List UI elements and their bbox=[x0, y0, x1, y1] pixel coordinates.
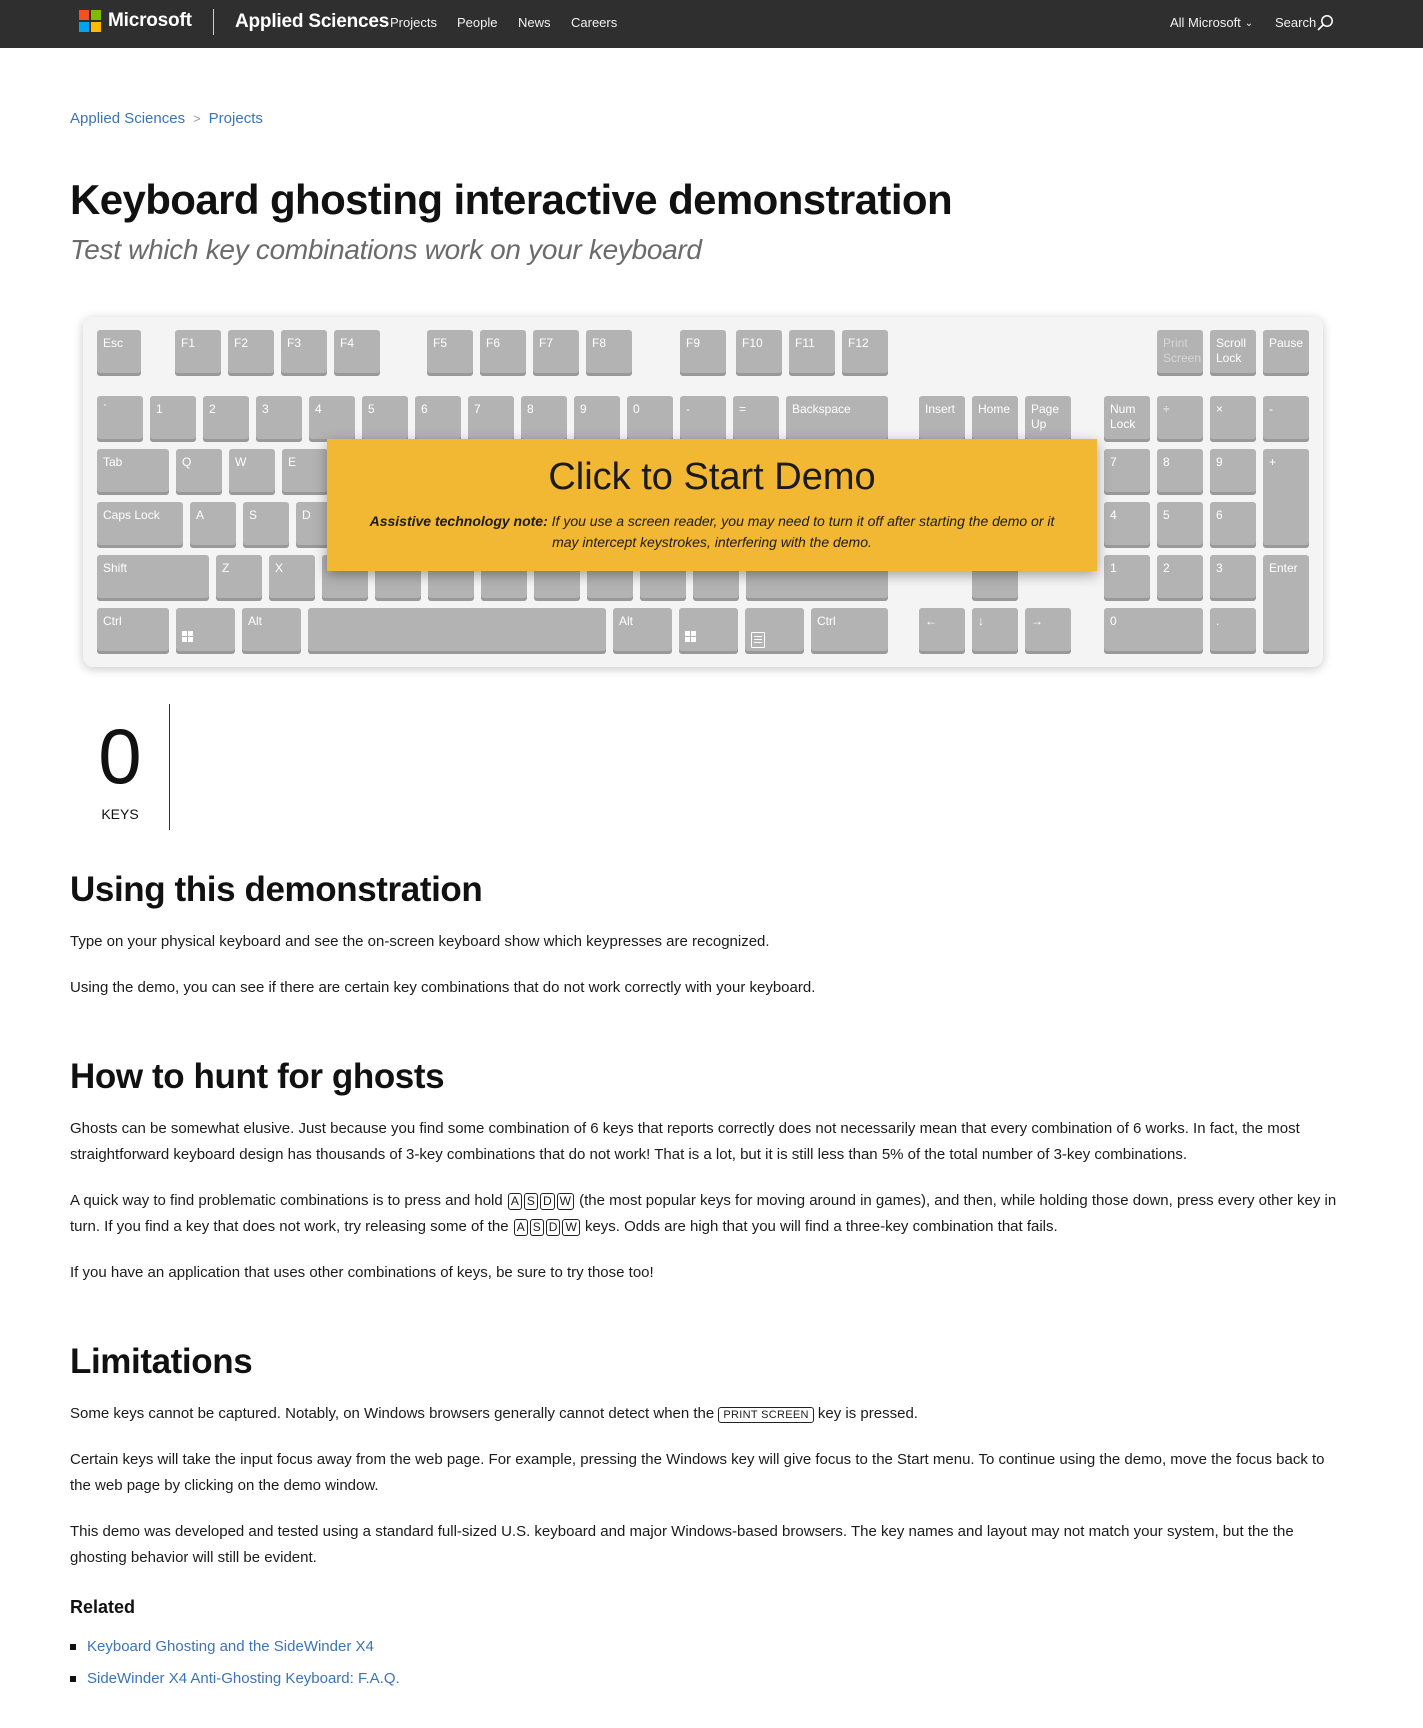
hunt-p2-part-b: (the most popular keys for moving around in games), and then, while holding those down, press every other key in turn. If you find a key that does not work, try releasing some of the bbox=[70, 1192, 1337, 1235]
start-demo-label: Click to Start Demo bbox=[548, 456, 876, 498]
key-ctrl-right: Ctrl bbox=[811, 608, 888, 651]
related-links bbox=[70, 1636, 400, 1700]
nav-people[interactable]: People bbox=[457, 15, 498, 30]
kbd-w: W bbox=[562, 1219, 579, 1236]
page-title: Keyboard ghosting interactive demonstration bbox=[70, 176, 952, 223]
top-nav bbox=[0, 0, 1423, 48]
key-alt-left: Alt bbox=[242, 608, 301, 651]
key-count-value: 0 bbox=[98, 712, 142, 800]
kbd-d: D bbox=[540, 1193, 555, 1210]
key-s: S bbox=[243, 502, 289, 545]
kbd-w: W bbox=[557, 1193, 574, 1210]
key-backspace: Backspace bbox=[786, 396, 888, 439]
key-3: 3 bbox=[256, 396, 302, 439]
nav-news[interactable]: News bbox=[518, 15, 551, 30]
key-num-lock: Num Lock bbox=[1104, 396, 1150, 439]
related-item bbox=[70, 1668, 400, 1700]
using-paragraph-1: Type on your physical keyboard and see the on-screen keyboard show which keypresses are recognized. bbox=[70, 933, 770, 950]
start-demo-button[interactable] bbox=[327, 439, 1097, 571]
key-f4: F4 bbox=[334, 330, 380, 373]
kbd-d: D bbox=[546, 1219, 561, 1236]
key-count-label: KEYS bbox=[101, 806, 139, 822]
key-numpad-6: 6 bbox=[1210, 502, 1256, 545]
limits-p1-part-b: key is pressed. bbox=[817, 1405, 918, 1422]
key-8: 8 bbox=[521, 396, 567, 439]
key-insert: Insert bbox=[919, 396, 965, 439]
assistive-technology-note bbox=[355, 511, 1069, 553]
key-numpad-9: 9 bbox=[1210, 449, 1256, 492]
key-equals: = bbox=[733, 396, 779, 439]
key-numpad-5: 5 bbox=[1157, 502, 1203, 545]
key-arrow-down: ↓ bbox=[972, 608, 1018, 651]
key-f9: F9 bbox=[680, 330, 726, 373]
key-w: W bbox=[229, 449, 275, 492]
key-tab: Tab bbox=[97, 449, 169, 492]
windows-icon bbox=[685, 631, 697, 643]
related-item bbox=[70, 1636, 400, 1668]
key-d: D bbox=[296, 502, 342, 545]
key-alt-right: Alt bbox=[613, 608, 672, 651]
related-heading: Related bbox=[70, 1597, 136, 1617]
key-esc: Esc bbox=[97, 330, 141, 373]
key-f11: F11 bbox=[789, 330, 835, 373]
breadcrumb bbox=[70, 110, 263, 127]
kbd-s: S bbox=[530, 1219, 544, 1236]
key-numpad-enter: Enter bbox=[1263, 555, 1309, 651]
kbd-print-screen: PRINT SCREEN bbox=[718, 1407, 813, 1423]
microsoft-wordmark[interactable]: Microsoft bbox=[108, 10, 192, 31]
key-arrow-right: → bbox=[1025, 608, 1071, 651]
search-label[interactable]: Search bbox=[1275, 15, 1317, 30]
kbd-a: A bbox=[508, 1193, 522, 1210]
heading-using-demonstration: Using this demonstration bbox=[70, 870, 483, 909]
key-f3: F3 bbox=[281, 330, 327, 373]
key-print-screen: Print Screen bbox=[1157, 330, 1203, 373]
nav-projects[interactable]: Projects bbox=[390, 15, 437, 30]
key-2: 2 bbox=[203, 396, 249, 439]
key-numpad-0: 0 bbox=[1104, 608, 1203, 651]
limits-paragraph-2: Certain keys will take the input focus away from the web page. For example, pressing the Windows key will give focus to the Start menu. To continue using the demo, move the focus back to the web page by clicking on the demo window. bbox=[70, 1451, 1325, 1494]
key-numpad-decimal: . bbox=[1210, 608, 1256, 651]
key-f2: F2 bbox=[228, 330, 274, 373]
key-pause: Pause bbox=[1263, 330, 1309, 373]
key-0: 0 bbox=[627, 396, 673, 439]
using-paragraph-2: Using the demo, you can see if there are certain key combinations that do not work correctly with your keyboard. bbox=[70, 979, 816, 996]
key-backtick: ` bbox=[97, 396, 143, 439]
hunt-paragraph-2 bbox=[70, 1188, 1345, 1240]
key-numpad-multiply: × bbox=[1210, 396, 1256, 439]
limits-p1-part-a: Some keys cannot be captured. Notably, on Windows browsers generally cannot detect when the bbox=[70, 1405, 715, 1422]
key-1: 1 bbox=[150, 396, 196, 439]
limits-paragraph-1 bbox=[70, 1401, 1345, 1427]
heading-limitations: Limitations bbox=[70, 1342, 253, 1381]
key-numpad-divide: ÷ bbox=[1157, 396, 1203, 439]
key-f6: F6 bbox=[480, 330, 526, 373]
key-minus: - bbox=[680, 396, 726, 439]
key-numpad-3: 3 bbox=[1210, 555, 1256, 598]
note-label: Assistive technology note: bbox=[369, 513, 548, 529]
key-numpad-8: 8 bbox=[1157, 449, 1203, 492]
key-f12: F12 bbox=[842, 330, 888, 373]
key-f10: F10 bbox=[736, 330, 782, 373]
key-home: Home bbox=[972, 396, 1018, 439]
key-ctrl-left: Ctrl bbox=[97, 608, 169, 651]
key-6: 6 bbox=[415, 396, 461, 439]
key-numpad-2: 2 bbox=[1157, 555, 1203, 598]
key-numpad-7: 7 bbox=[1104, 449, 1150, 492]
bullet-icon bbox=[70, 1676, 76, 1682]
key-menu bbox=[745, 608, 804, 651]
key-e: E bbox=[282, 449, 328, 492]
kbd-s: S bbox=[524, 1193, 538, 1210]
hunt-paragraph-3: If you have an application that uses other combinations of keys, be sure to try those too! bbox=[70, 1264, 654, 1281]
key-f1: F1 bbox=[175, 330, 221, 373]
key-numpad-1: 1 bbox=[1104, 555, 1150, 598]
key-numpad-4: 4 bbox=[1104, 502, 1150, 545]
breadcrumb-separator: > bbox=[193, 111, 201, 126]
heading-hunt-ghosts: How to hunt for ghosts bbox=[70, 1057, 445, 1096]
microsoft-logo-icon[interactable] bbox=[79, 10, 101, 32]
key-scroll-lock: Scroll Lock bbox=[1210, 330, 1256, 373]
breadcrumb-projects[interactable]: Projects bbox=[208, 110, 263, 127]
key-shift-left: Shift bbox=[97, 555, 209, 598]
windows-icon bbox=[182, 631, 194, 643]
key-f8: F8 bbox=[586, 330, 632, 373]
key-caps-lock: Caps Lock bbox=[97, 502, 183, 545]
all-microsoft-label: All Microsoft bbox=[1170, 15, 1241, 30]
key-numpad-plus: + bbox=[1263, 449, 1309, 545]
breadcrumb-applied-sciences[interactable]: Applied Sciences bbox=[70, 110, 186, 127]
counter-divider bbox=[169, 704, 170, 830]
key-space bbox=[308, 608, 606, 651]
search-icon[interactable] bbox=[1316, 14, 1334, 32]
note-text: If you use a screen reader, you may need to turn it off after starting the demo or it may intercept keystrokes, interfering with the demo. bbox=[551, 513, 1055, 550]
hunt-p2-part-a: A quick way to find problematic combinations is to press and hold bbox=[70, 1192, 503, 1209]
menu-icon bbox=[751, 632, 765, 648]
kbd-a: A bbox=[514, 1219, 528, 1236]
key-5: 5 bbox=[362, 396, 408, 439]
key-q: Q bbox=[176, 449, 222, 492]
nav-careers[interactable]: Careers bbox=[571, 15, 618, 30]
nav-divider bbox=[213, 9, 214, 35]
key-windows-right bbox=[679, 608, 738, 651]
key-9: 9 bbox=[574, 396, 620, 439]
key-a: A bbox=[190, 502, 236, 545]
key-page-up: Page Up bbox=[1025, 396, 1071, 439]
page-subtitle: Test which key combinations work on your keyboard bbox=[70, 234, 702, 265]
key-arrow-left: ← bbox=[919, 608, 965, 651]
key-windows-left bbox=[176, 608, 235, 651]
hunt-paragraph-1: Ghosts can be somewhat elusive. Just because you find some combination of 6 keys that reports correctly does not necessarily mean that every combination of 6 works. In fact, the most straightforward keyboard design has thousands of 3-key combinations that do not work! That is a lot, but it is still less than 5% of the total number of 3-key combinations. bbox=[70, 1120, 1300, 1163]
brand-link[interactable]: Applied Sciences bbox=[235, 11, 390, 32]
related-link-ghosting-sidewinder[interactable]: Keyboard Ghosting and the SideWinder X4 bbox=[87, 1638, 374, 1655]
all-microsoft-menu[interactable] bbox=[1170, 15, 1253, 30]
key-z: Z bbox=[216, 555, 262, 598]
bullet-icon bbox=[70, 1644, 76, 1650]
limits-paragraph-3: This demo was developed and tested using a standard full-sized U.S. keyboard and major Windows-based browsers. The key names and layout may not match your system, but the the ghosting behavior will still be evident. bbox=[70, 1523, 1294, 1566]
hunt-p2-part-c: keys. Odds are high that you will find a three-key combination that fails. bbox=[584, 1218, 1058, 1235]
key-x: X bbox=[269, 555, 315, 598]
related-link-sidewinder-faq[interactable]: SideWinder X4 Anti-Ghosting Keyboard: F.A.Q. bbox=[87, 1670, 400, 1687]
key-numpad-minus: - bbox=[1263, 396, 1309, 439]
key-f7: F7 bbox=[533, 330, 579, 373]
key-7: 7 bbox=[468, 396, 514, 439]
key-f5: F5 bbox=[427, 330, 473, 373]
chevron-down-icon: ⌄ bbox=[1244, 18, 1254, 29]
key-4: 4 bbox=[309, 396, 355, 439]
